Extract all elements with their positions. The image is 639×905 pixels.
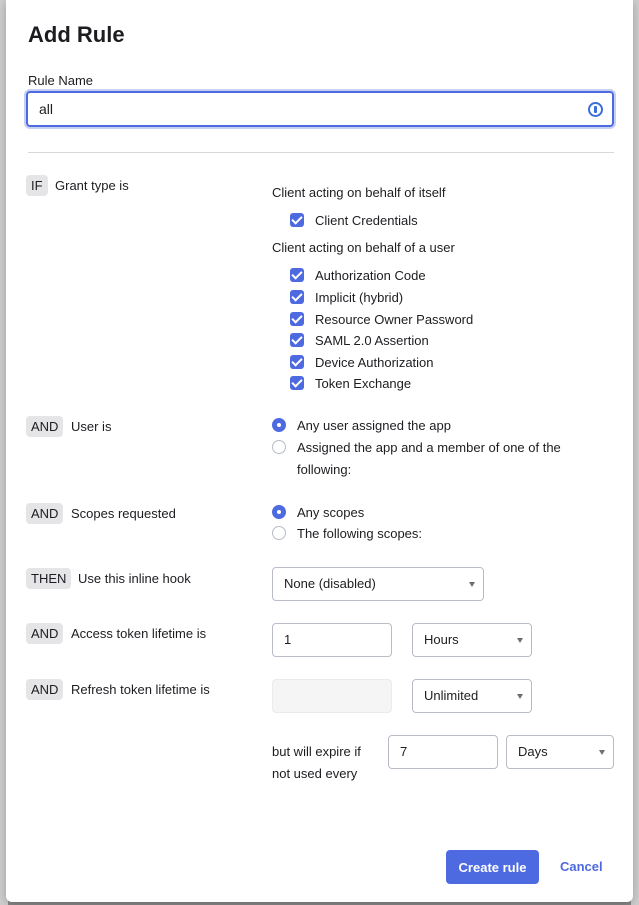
rule-name-input[interactable]: [28, 93, 612, 125]
checkbox-label: Device Authorization: [315, 354, 434, 370]
add-rule-dialog: [6, 0, 633, 902]
checkbox-implicit-hybrid[interactable]: [290, 289, 403, 305]
dialog-title: Add Rule: [28, 22, 125, 47]
expire-value-input[interactable]: 7: [388, 735, 498, 769]
expire-unit-select[interactable]: [506, 735, 614, 769]
checkbox-label: Client Credentials: [315, 212, 418, 228]
inline-hook-label: Use this inline hook: [78, 571, 191, 586]
checkbox-resource-owner-password[interactable]: [290, 311, 473, 327]
checkbox-label: Resource Owner Password: [315, 311, 474, 327]
chevron-down-icon: [517, 694, 523, 699]
and-tag: AND: [26, 623, 63, 644]
divider: [28, 152, 614, 153]
radio-any-user[interactable]: [272, 415, 602, 437]
radio-label: Assigned the app and a member of one of the following:: [297, 440, 561, 477]
radio-selected-icon[interactable]: [272, 505, 286, 519]
refresh-token-label: Refresh token lifetime is: [71, 682, 210, 697]
checkbox-checked-icon[interactable]: [290, 268, 304, 282]
checkbox-checked-icon[interactable]: [290, 213, 304, 227]
scopes-requested-label: Scopes requested: [71, 506, 176, 521]
select-value: Unlimited: [424, 688, 479, 703]
and-tag: AND: [26, 503, 63, 524]
access-token-unit-select[interactable]: [412, 623, 532, 657]
create-rule-button[interactable]: Create rule: [446, 850, 539, 884]
select-value: Hours: [424, 632, 459, 647]
chevron-down-icon: [469, 582, 475, 587]
access-token-label: Access token lifetime is: [71, 626, 207, 641]
checkbox-checked-icon[interactable]: [290, 355, 304, 369]
radio-label: Any user assigned the app: [297, 418, 451, 433]
checkbox-checked-icon[interactable]: [290, 312, 304, 326]
select-value: Days: [518, 744, 548, 759]
inline-hook-select[interactable]: [272, 567, 484, 601]
select-value: None (disabled): [284, 576, 376, 591]
expire-text: but will expire if not used every: [272, 744, 361, 781]
chevron-down-icon: [517, 638, 523, 643]
checkbox-label: Implicit (hybrid): [315, 289, 404, 305]
checkbox-authorization-code[interactable]: [290, 267, 426, 283]
refresh-token-unit-select[interactable]: [412, 679, 532, 713]
access-token-value-input[interactable]: 1: [272, 623, 392, 657]
radio-any-scopes[interactable]: [272, 502, 364, 524]
radio-unselected-icon[interactable]: [272, 526, 286, 540]
rule-name-label: Rule Name: [28, 73, 94, 88]
radio-label: Any scopes: [297, 505, 365, 520]
checkbox-label: Token Exchange: [315, 375, 412, 391]
client-user-title: Client acting on behalf of a user: [272, 240, 455, 255]
and-tag: AND: [26, 416, 63, 437]
checkbox-checked-icon[interactable]: [290, 376, 304, 390]
checkbox-checked-icon[interactable]: [290, 290, 304, 304]
refresh-token-value-input: [272, 679, 392, 713]
grant-type-label: Grant type is: [55, 178, 129, 193]
checkbox-token-exchange[interactable]: [290, 375, 411, 391]
if-tag: IF: [26, 175, 48, 196]
cancel-link[interactable]: Cancel: [560, 859, 603, 874]
checkbox-device-authorization[interactable]: [290, 354, 434, 370]
radio-following-scopes[interactable]: [272, 523, 422, 545]
checkbox-checked-icon[interactable]: [290, 333, 304, 347]
user-is-label: User is: [71, 419, 112, 434]
radio-assigned-member[interactable]: [272, 437, 592, 481]
checkbox-label: Authorization Code: [315, 267, 426, 283]
and-tag: AND: [26, 679, 63, 700]
rule-name-field: [26, 91, 614, 127]
password-manager-icon[interactable]: [588, 102, 603, 117]
chevron-down-icon: [599, 750, 605, 755]
radio-label: The following scopes:: [297, 526, 423, 541]
radio-unselected-icon[interactable]: [272, 440, 286, 454]
checkbox-client-credentials[interactable]: [290, 212, 418, 228]
then-tag: THEN: [26, 568, 71, 589]
client-itself-title: Client acting on behalf of itself: [272, 185, 446, 200]
checkbox-saml-assertion[interactable]: [290, 332, 429, 348]
radio-selected-icon[interactable]: [272, 418, 286, 432]
checkbox-label: SAML 2.0 Assertion: [315, 332, 429, 348]
